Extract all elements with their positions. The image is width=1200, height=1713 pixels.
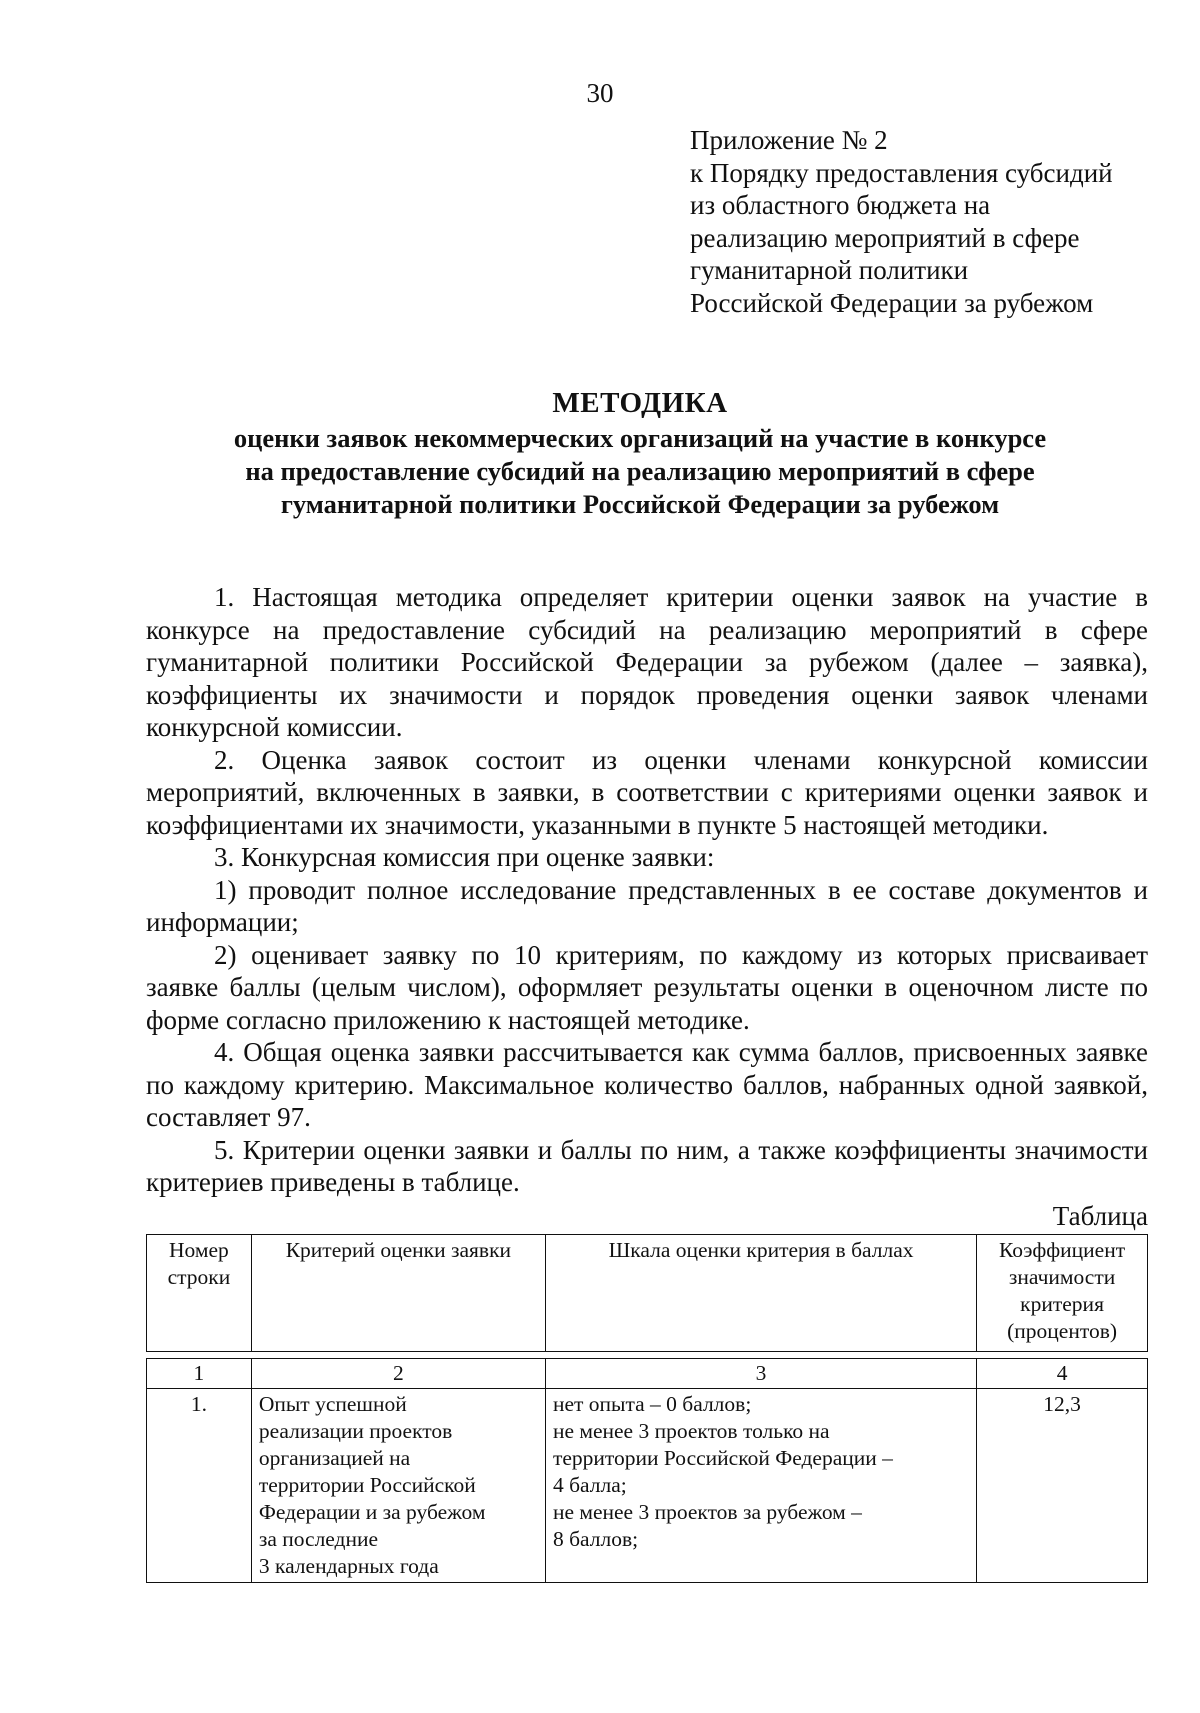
appendix-line: к Порядку предоставления субсидий (690, 157, 1113, 188)
paragraph: 1) проводит полное исследование представленных в ее составе документов и информации; (146, 874, 1148, 937)
header-cell: Шкала оценки критерия в баллах (545, 1235, 976, 1352)
paragraph: 3. Конкурсная комиссия при оценке заявки: (214, 842, 715, 872)
column-number-cell: 4 (977, 1359, 1148, 1389)
paragraph: 1. Настоящая методика определяет критерии оценки заявок на участие в конкурсе на предоставление субсидий на реализацию мероприятий в сфере гуманитарной политики Российской Федерации за рубежом (далее – заявка), коэффициенты их значимости и порядок проведения оценки заявок членами конкурсной комиссии. (146, 582, 1148, 742)
appendix-block (690, 124, 1160, 319)
appendix-line: реализацию мероприятий в сфере (690, 222, 1080, 253)
subtitle-line: гуманитарной политики Российской Федерации за рубежом (280, 489, 1000, 519)
table-row (147, 1389, 1148, 1583)
column-number-cell: 1 (147, 1359, 252, 1389)
document-title (140, 386, 1140, 521)
paragraph: 2) оценивает заявку по 10 критериям, по каждому из которых присваивает заявке баллы (целым числом), оформляет результаты оценки в оценочном листе по форме согласно приложению к настоящей методике. (146, 939, 1148, 1035)
criterion-cell: Опыт успешной реализации проектов организацией на территории Российской Федерации и за рубежом за последние 3 календарных года (251, 1389, 545, 1583)
table-caption: Таблица (1052, 1201, 1148, 1231)
row-number-cell: 1. (147, 1389, 252, 1583)
column-number-cell: 2 (251, 1359, 545, 1389)
title-subtitle (140, 422, 1140, 521)
table-header-row (147, 1235, 1148, 1352)
appendix-line: гуманитарной политики (690, 255, 969, 285)
coefficient-cell: 12,3 (977, 1389, 1148, 1583)
header-cell: Номер строки (147, 1235, 252, 1352)
header-cell: Коэффициент значимости критерия (процентов) (977, 1235, 1148, 1352)
appendix-line: Приложение № 2 (690, 125, 888, 155)
header-cell: Критерий оценки заявки (251, 1235, 545, 1352)
column-number-cell: 3 (545, 1359, 976, 1389)
paragraph: 2. Оценка заявок состоит из оценки членами конкурсной комиссии мероприятий, включенных в заявки, в соответствии с критериями оценки заявок и коэффициентами их значимости, указанными в пункте 5 настоящей методики. (146, 744, 1148, 840)
paragraph: 4. Общая оценка заявки рассчитывается как сумма баллов, присвоенных заявке по каждому критерию. Максимальное количество баллов, набранных одной заявкой, составляет 97. (146, 1037, 1148, 1132)
scale-cell: нет опыта – 0 баллов; не менее 3 проектов только на территории Российской Федерации – 4 балла; не менее 3 проектов за рубежом – 8 баллов; (545, 1389, 976, 1583)
document-body (146, 581, 1148, 1199)
title-heading: МЕТОДИКА (552, 387, 728, 419)
table-column-number-row (147, 1359, 1148, 1389)
subtitle-line: оценки заявок некоммерческих организаций на участие в конкурсе (233, 423, 1047, 453)
appendix-line: из областного бюджета на (690, 190, 991, 220)
page-number: 30 (586, 78, 614, 108)
appendix-line: Российской Федерации за рубежом (690, 287, 1094, 318)
paragraph: 5. Критерии оценки заявки и баллы по ним, а также коэффициенты значимости критериев приведены в таблице. (146, 1134, 1148, 1197)
table-spacer-row (147, 1352, 1148, 1359)
criteria-table (146, 1234, 1148, 1583)
subtitle-line: на предоставление субсидий на реализацию мероприятий в сфере (245, 456, 1035, 486)
